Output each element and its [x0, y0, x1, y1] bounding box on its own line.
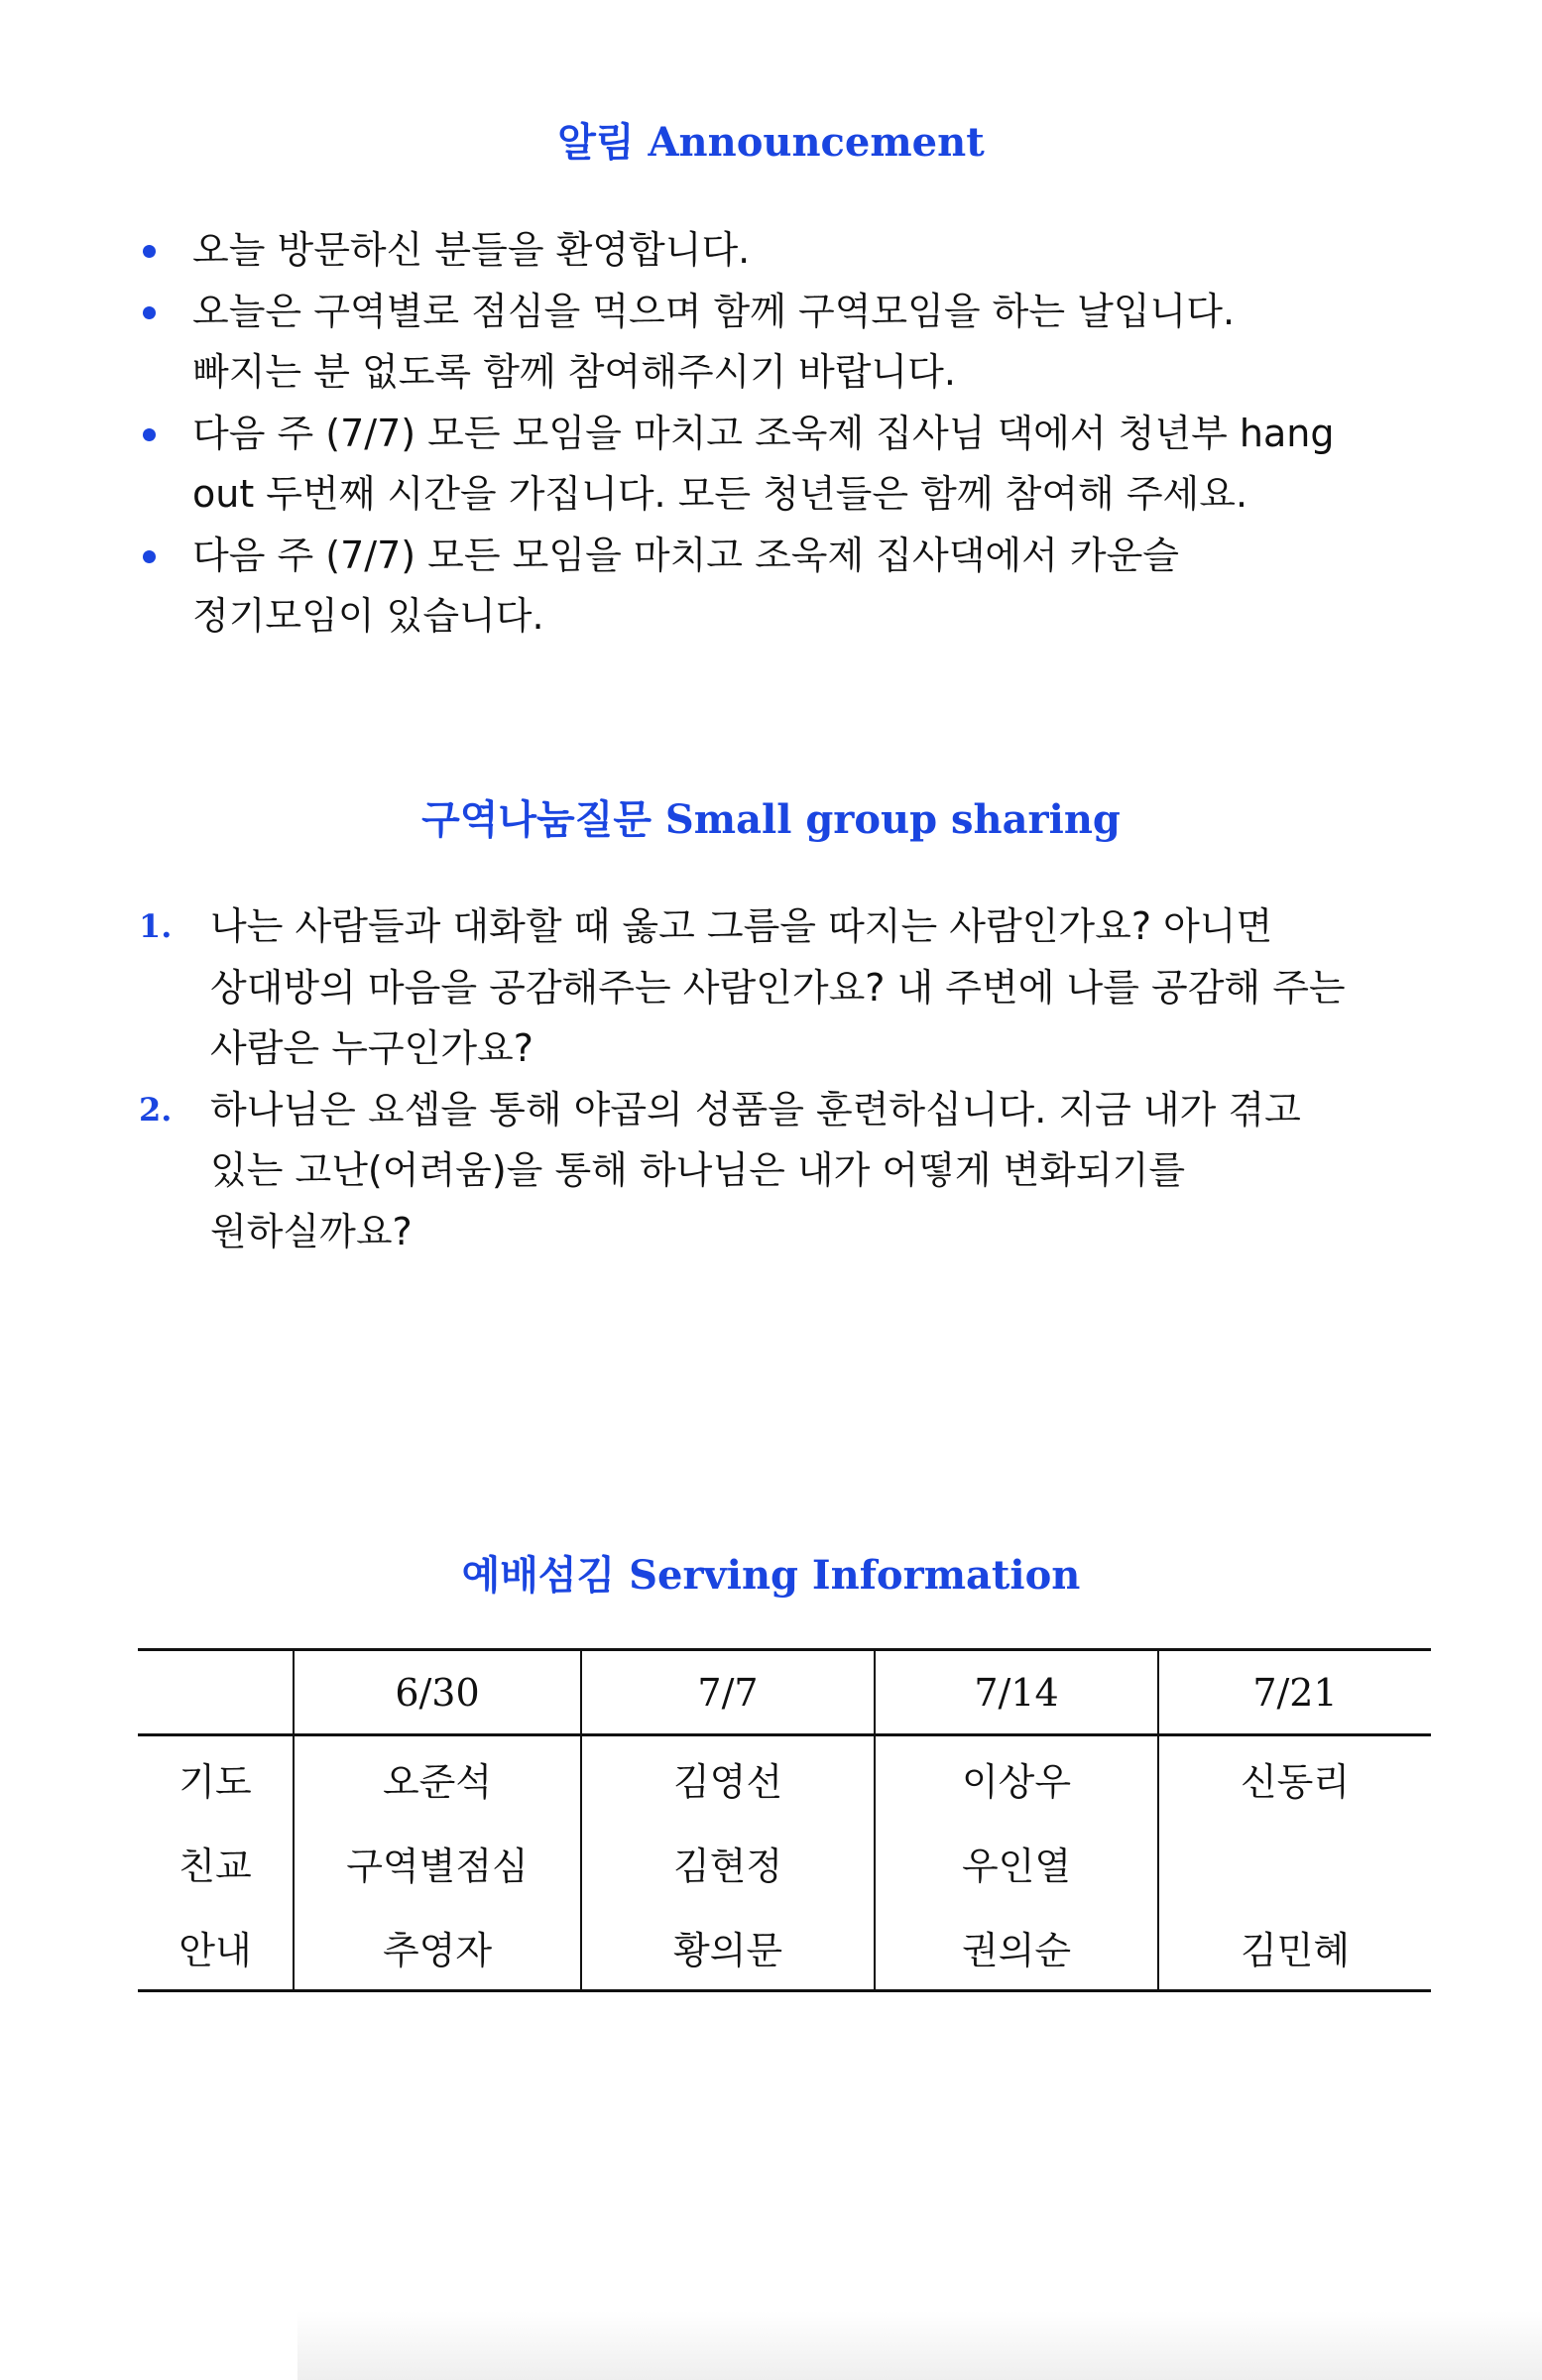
- date-header: 7/7: [581, 1650, 875, 1735]
- bullet-icon: [143, 428, 156, 441]
- serving-header-row: [138, 1650, 1431, 1735]
- date-header: 7/21: [1158, 1650, 1431, 1735]
- person-cell: 김현정: [581, 1821, 875, 1905]
- person-cell: 권의순: [875, 1905, 1158, 1991]
- date-header: 6/30: [294, 1650, 581, 1735]
- announcement-line: 다음 주 (7/7) 모든 모임을 마치고 조욱제 집사님 댁에서 청년부 hang: [192, 411, 1335, 455]
- serving-table: [138, 1648, 1431, 1992]
- person-cell: 황의문: [581, 1905, 875, 1991]
- announcement-line: 빠지는 분 없도록 함께 참여해주시기 바랍니다.: [192, 350, 956, 394]
- announcement-item: [137, 282, 1426, 404]
- person-cell: 구역별점심: [294, 1821, 581, 1905]
- person-cell: 김영선: [581, 1735, 875, 1822]
- role-cell: 친교: [178, 1844, 252, 1888]
- question-line: 있는 고난(어려움)을 통해 하나님은 내가 어떻게 변화되기를: [210, 1148, 1186, 1192]
- sharing-title: 구역나눔질문 Small group sharing: [421, 796, 1121, 843]
- bullet-icon: [143, 550, 156, 563]
- table-row: [138, 1821, 1431, 1905]
- question-line: 하나님은 요셉을 통해 야곱의 성품을 훈련하십니다. 지금 내가 겪고: [210, 1087, 1301, 1131]
- sharing-question: [137, 896, 1446, 1080]
- bullet-icon: [143, 306, 156, 319]
- announcement-item: [137, 526, 1426, 648]
- announcement-title: 알림 Announcement: [557, 119, 985, 166]
- page-bottom-shadow: [297, 2311, 1542, 2380]
- question-line: 상대방의 마음을 공감해주는 사람인가요? 내 주변에 나를 공감해 주는: [210, 965, 1346, 1010]
- announcement-line: 정기모임이 있습니다.: [192, 594, 544, 638]
- person-cell: [1158, 1821, 1431, 1905]
- announcement-line: 오늘 방문하신 분들을 환영합니다.: [192, 228, 751, 272]
- announcement-line: 다음 주 (7/7) 모든 모임을 마치고 조욱제 집사댁에서 카운슬: [192, 533, 1180, 577]
- bullet-icon: [143, 245, 156, 258]
- question-line: 나는 사람들과 대화할 때 옳고 그름을 따지는 사람인가요? 아니면: [210, 904, 1273, 948]
- announcement-line: out 두번째 시간을 가집니다. 모든 청년들은 함께 참여해 주세요.: [192, 472, 1248, 516]
- role-cell: 기도: [178, 1760, 252, 1804]
- person-cell: 김민혜: [1158, 1905, 1431, 1991]
- person-cell: 우인열: [875, 1821, 1158, 1905]
- person-cell: 이상우: [875, 1735, 1158, 1822]
- announcement-item: [137, 220, 1426, 282]
- question-number: 2.: [139, 1090, 173, 1129]
- person-cell: 오준석: [294, 1735, 581, 1822]
- question-number: 1.: [139, 907, 173, 945]
- announcement-line: 오늘은 구역별로 점심을 먹으며 함께 구역모임을 하는 날입니다.: [192, 289, 1236, 333]
- corner-cell: [138, 1650, 294, 1735]
- person-cell: 추영자: [294, 1905, 581, 1991]
- announcement-item: [137, 404, 1426, 526]
- question-line: 원하실까요?: [210, 1209, 413, 1253]
- announcement-list: [137, 220, 1426, 648]
- sharing-question: [137, 1080, 1446, 1263]
- sharing-list: [137, 896, 1446, 1262]
- role-cell: 안내: [178, 1929, 252, 1972]
- serving-title: 예배섬김 Serving Information: [461, 1552, 1081, 1599]
- person-cell: 신동리: [1158, 1735, 1431, 1822]
- question-line: 사람은 누구인가요?: [210, 1026, 534, 1070]
- table-row: [138, 1905, 1431, 1991]
- table-row: [138, 1735, 1431, 1822]
- date-header: 7/14: [875, 1650, 1158, 1735]
